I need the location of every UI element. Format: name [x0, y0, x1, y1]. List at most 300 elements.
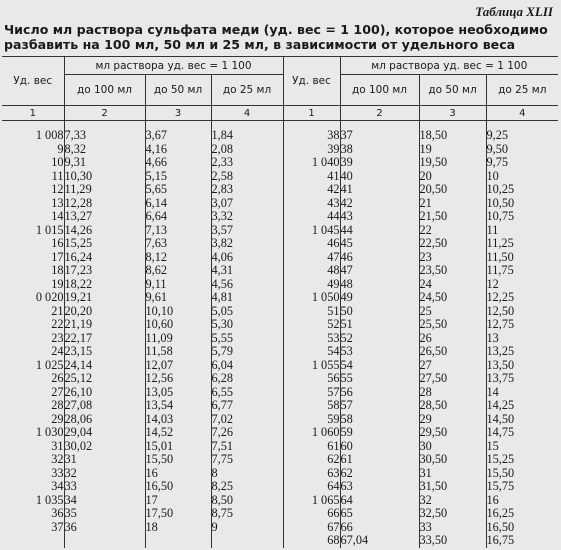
ud-ves-cell: 51: [283, 305, 340, 319]
ud-ves-cell: 1 040: [283, 156, 340, 170]
data-table: [2, 56, 558, 548]
ml-50-cell: 29,50: [419, 426, 486, 440]
ud-ves-cell: 68: [283, 534, 340, 548]
ml-25-cell: 6,77: [211, 399, 283, 413]
ud-ves-cell: 11: [51, 168, 64, 183]
ml-100-cell: 12,28: [64, 197, 145, 211]
ml-25-cell: 9,75: [486, 156, 558, 170]
table-number: Таблица XLII: [475, 4, 553, 19]
table-row: [2, 305, 558, 319]
ud-ves-cell: 0 020: [35, 290, 64, 304]
ml-50-cell: 6,14: [145, 197, 211, 211]
table-row: [2, 156, 558, 170]
ud-ves-cell: 36: [51, 506, 64, 520]
table-row: [2, 345, 558, 359]
ml-50-cell: 13,05: [145, 386, 211, 400]
ml-25-cell: 5,79: [211, 345, 283, 359]
ml-100-cell: 66: [340, 521, 419, 535]
ml-50-cell: 7,63: [145, 237, 211, 251]
ml-25-cell: 6,04: [211, 359, 283, 373]
ud-ves-cell: 38: [283, 129, 340, 143]
ml-100-cell: 15,25: [64, 237, 145, 251]
ml-25-cell: 11,75: [486, 264, 558, 278]
col-number: 3: [145, 106, 211, 121]
ml-50-cell: 11,09: [145, 332, 211, 346]
ml-25-cell: 16,25: [486, 507, 558, 521]
ml-50-cell: 11,58: [145, 345, 211, 359]
ml-25-cell: 6,55: [211, 386, 283, 400]
ud-ves-cell: 16: [51, 236, 64, 250]
title-line-2: разбавить на 100 мл, 50 мл и 25 мл, в зависимости от удельного веса: [4, 37, 516, 52]
ud-ves-cell: 26: [51, 371, 64, 385]
ml-25-cell: 11,50: [486, 251, 558, 265]
table-row: [2, 183, 558, 197]
ml-25-cell: 11: [486, 224, 558, 238]
ud-ves-cell: 1 030: [35, 425, 64, 439]
ml-50-cell: 30: [419, 440, 486, 454]
ml-50-cell: 31: [419, 467, 486, 481]
ml-25-cell: 4,31: [211, 264, 283, 278]
table-row: [2, 413, 558, 427]
ml-100-cell: 28,06: [64, 413, 145, 427]
col-number: 2: [64, 106, 145, 121]
ml-100-cell: 51: [340, 318, 419, 332]
ml-100-cell: 63: [340, 480, 419, 494]
ml-25-cell: 3,07: [211, 197, 283, 211]
ml-50-cell: 26: [419, 332, 486, 346]
ml-25-cell: 15,50: [486, 467, 558, 481]
ml-50-cell: 18,50: [419, 129, 486, 143]
ml-50-cell: 12,56: [145, 372, 211, 386]
ud-ves-cell: 14: [51, 209, 64, 223]
ud-ves-cell: 42: [283, 183, 340, 197]
ml-50-cell: 6,64: [145, 210, 211, 224]
ml-50-cell: 27,50: [419, 372, 486, 386]
ml-100-cell: 32: [64, 467, 145, 481]
ml-50-cell: 13,54: [145, 399, 211, 413]
ud-ves-cell: 1 050: [283, 291, 340, 305]
ud-ves-cell: 56: [283, 372, 340, 386]
table-row: [2, 480, 558, 494]
ml-25-cell: 9,50: [486, 143, 558, 157]
ml-25-cell: 4,81: [211, 291, 283, 305]
ml-25-cell: 2,83: [211, 183, 283, 197]
ml-100-cell: 16,24: [64, 251, 145, 265]
header-group-left: мл раствора уд. вес = 1 100: [64, 57, 283, 75]
ud-ves-cell: 17: [51, 249, 64, 264]
ml-50-cell: 21,50: [419, 210, 486, 224]
ml-25-cell: 13: [486, 332, 558, 346]
table-row: [2, 399, 558, 413]
ud-ves-cell: 58: [283, 399, 340, 413]
ml-25-cell: 4,06: [211, 251, 283, 265]
table-row: [2, 197, 558, 211]
ml-50-cell: 16,50: [145, 480, 211, 494]
ud-ves-cell: 21: [51, 303, 64, 318]
ml-25-cell: 16,50: [486, 521, 558, 535]
table-row: [2, 521, 558, 535]
ml-100-cell: 19,21: [64, 291, 145, 305]
ml-100-cell: 59: [340, 426, 419, 440]
ml-50-cell: 29: [419, 413, 486, 427]
ml-100-cell: 52: [340, 332, 419, 346]
ml-50-cell: 15,50: [145, 453, 211, 467]
ml-50-cell: 22,50: [419, 237, 486, 251]
ml-50-cell: 31,50: [419, 480, 486, 494]
ud-ves-cell: 1 035: [35, 492, 64, 507]
ml-25-cell: 10,50: [486, 197, 558, 211]
ud-ves-cell: 37: [51, 519, 64, 534]
ml-25-cell: 15: [486, 440, 558, 454]
table-row: [2, 426, 558, 440]
ml-50-cell: 10,10: [145, 305, 211, 319]
ml-100-cell: 22,17: [64, 332, 145, 346]
ml-25-cell: 16: [486, 494, 558, 508]
ud-ves-cell: 1 008: [35, 128, 64, 142]
ml-25-cell: 14,25: [486, 399, 558, 413]
ml-25-cell: 10,75: [486, 210, 558, 224]
table-row: [2, 264, 558, 278]
ml-50-cell: 20: [419, 170, 486, 184]
ud-ves-cell: 59: [283, 413, 340, 427]
ud-ves-cell: 43: [283, 197, 340, 211]
ud-ves-cell: 34: [51, 479, 64, 493]
ml-25-cell: 3,82: [211, 237, 283, 251]
ud-ves-cell: 33: [51, 465, 64, 480]
table-row: [2, 143, 558, 157]
ml-25-cell: 6,28: [211, 372, 283, 386]
table-row: [2, 359, 558, 373]
ml-50-cell: 5,15: [145, 170, 211, 184]
ml-25-cell: 11,25: [486, 237, 558, 251]
ud-ves-cell: 47: [283, 251, 340, 265]
ml-50-cell: 30,50: [419, 453, 486, 467]
ml-100-cell: 17,23: [64, 264, 145, 278]
ml-50-cell: 33: [419, 521, 486, 535]
ud-ves-cell: 48: [283, 264, 340, 278]
ml-25-cell: 14,75: [486, 426, 558, 440]
ml-100-cell: 27,08: [64, 399, 145, 413]
ml-100-cell: 65: [340, 507, 419, 521]
ud-ves-cell: 1 060: [283, 426, 340, 440]
ml-100-cell: 40: [340, 170, 419, 184]
ml-100-cell: 7,33: [64, 129, 145, 143]
ml-50-cell: 23: [419, 251, 486, 265]
ml-50-cell: 22: [419, 224, 486, 238]
ml-25-cell: 5,55: [211, 332, 283, 346]
table-row: [2, 291, 558, 305]
ud-ves-cell: 39: [283, 143, 340, 157]
table-row: [2, 453, 558, 467]
table-row: [2, 170, 558, 184]
table-row: [2, 318, 558, 332]
ml-25-cell: 13,75: [486, 372, 558, 386]
ml-50-cell: 7,13: [145, 224, 211, 238]
ml-25-cell: 8,50: [211, 494, 283, 508]
ud-ves-cell: 54: [283, 345, 340, 359]
ml-50-cell: 12,07: [145, 359, 211, 373]
ud-ves-cell: 27: [51, 384, 64, 399]
ud-ves-cell: 23: [51, 330, 64, 345]
ml-100-cell: 55: [340, 372, 419, 386]
ml-100-cell: 53: [340, 345, 419, 359]
ud-ves-cell: 24: [51, 344, 64, 358]
ml-25-cell: 2,33: [211, 156, 283, 170]
header-do100-left: до 100 мл: [64, 75, 145, 106]
ml-100-cell: 54: [340, 359, 419, 373]
table-row: [2, 251, 558, 265]
table-row: [2, 494, 558, 508]
header-group-right: мл раствора уд. вес = 1 100: [340, 57, 558, 75]
ml-100-cell: 38: [340, 143, 419, 157]
ml-50-cell: 14,03: [145, 413, 211, 427]
ud-ves-cell: 49: [283, 278, 340, 292]
ud-ves-cell: 62: [283, 453, 340, 467]
ml-100-cell: 47: [340, 264, 419, 278]
ml-50-cell: 5,65: [145, 183, 211, 197]
ud-ves-cell: 46: [283, 237, 340, 251]
ud-ves-cell: 13: [51, 195, 64, 210]
table-row: [2, 332, 558, 346]
ml-25-cell: 12,25: [486, 291, 558, 305]
ud-ves-cell: [2, 534, 64, 548]
table-row: [2, 129, 558, 143]
ml-50-cell: 28,50: [419, 399, 486, 413]
col-number: 2: [340, 106, 419, 121]
ml-25-cell: 15,25: [486, 453, 558, 467]
ud-ves-cell: 1 055: [283, 359, 340, 373]
ml-100-cell: 31: [64, 453, 145, 467]
header-do100-right: до 100 мл: [340, 75, 419, 106]
col-number: 1: [283, 106, 340, 121]
ml-100-cell: 45: [340, 237, 419, 251]
table-body: [2, 121, 558, 548]
ud-ves-cell: 18: [51, 263, 64, 277]
ml-50-cell: 16: [145, 467, 211, 481]
ml-25-cell: 8,75: [211, 507, 283, 521]
ml-100-cell: 14,26: [64, 224, 145, 238]
ml-50-cell: 19: [419, 143, 486, 157]
ml-50-cell: 24,50: [419, 291, 486, 305]
ud-ves-cell: 1 025: [35, 357, 64, 372]
ml-50-cell: 32,50: [419, 507, 486, 521]
col-number: 1: [2, 106, 64, 121]
ml-25-cell: 7,75: [211, 453, 283, 467]
ml-100-cell: 33: [64, 480, 145, 494]
title-line-1: Число мл раствора сульфата меди (уд. вес = 1 100), которое необходимо: [4, 22, 548, 37]
ml-100-cell: 23,15: [64, 345, 145, 359]
ml-100-cell: 30,02: [64, 440, 145, 454]
ml-25-cell: 14: [486, 386, 558, 400]
ml-50-cell: 25,50: [419, 318, 486, 332]
ml-100-cell: 62: [340, 467, 419, 481]
ml-50-cell: 33,50: [419, 534, 486, 548]
ml-50-cell: 18: [145, 521, 211, 535]
ml-50-cell: 8,62: [145, 264, 211, 278]
header-ud-ves-left: Уд. вес: [2, 57, 64, 106]
ml-25-cell: 12,50: [486, 305, 558, 319]
header-do25-left: до 25 мл: [211, 75, 283, 106]
ml-25-cell: 12,75: [486, 318, 558, 332]
ml-25-cell: 14,50: [486, 413, 558, 427]
ud-ves-cell: 67: [283, 521, 340, 535]
ml-25-cell: 1,84: [211, 129, 283, 143]
ml-25-cell: [211, 534, 283, 548]
ml-25-cell: 3,57: [211, 224, 283, 238]
ml-100-cell: 34: [64, 494, 145, 508]
ml-100-cell: 58: [340, 413, 419, 427]
ud-ves-cell: 1 015: [35, 222, 64, 237]
ml-100-cell: [64, 534, 145, 548]
ml-100-cell: 42: [340, 197, 419, 211]
ml-100-cell: 60: [340, 440, 419, 454]
ml-50-cell: 32: [419, 494, 486, 508]
ml-25-cell: 4,56: [211, 278, 283, 292]
ml-100-cell: 18,22: [64, 278, 145, 292]
ud-ves-cell: 22: [51, 317, 64, 331]
ml-100-cell: 10,30: [64, 170, 145, 184]
ml-25-cell: 13,25: [486, 345, 558, 359]
ud-ves-cell: 32: [51, 452, 64, 466]
ml-100-cell: 9,31: [64, 156, 145, 170]
ml-100-cell: 8,32: [64, 143, 145, 157]
table-row: [2, 440, 558, 454]
ml-100-cell: 26,10: [64, 386, 145, 400]
ml-50-cell: 9,61: [145, 291, 211, 305]
header-do50-right: до 50 мл: [419, 75, 486, 106]
ml-100-cell: 36: [64, 521, 145, 535]
ml-100-cell: 64: [340, 494, 419, 508]
header-do25-right: до 25 мл: [486, 75, 558, 106]
ml-50-cell: 23,50: [419, 264, 486, 278]
col-number: 3: [419, 106, 486, 121]
ml-50-cell: 21: [419, 197, 486, 211]
table-row: [2, 386, 558, 400]
table-row: [2, 224, 558, 238]
header-ud-ves-right: Уд. вес: [283, 57, 340, 106]
ml-100-cell: 44: [340, 224, 419, 238]
ml-50-cell: 24: [419, 278, 486, 292]
ml-25-cell: 2,08: [211, 143, 283, 157]
ud-ves-cell: 29: [51, 411, 64, 426]
table-row: [2, 534, 558, 548]
ml-50-cell: 9,11: [145, 278, 211, 292]
ml-50-cell: 10,60: [145, 318, 211, 332]
ml-50-cell: 14,52: [145, 426, 211, 440]
ud-ves-cell: 12: [51, 182, 64, 196]
table-row: [2, 467, 558, 481]
ml-50-cell: 17: [145, 494, 211, 508]
ml-25-cell: 10,25: [486, 183, 558, 197]
ml-25-cell: 5,30: [211, 318, 283, 332]
ml-100-cell: 46: [340, 251, 419, 265]
ml-50-cell: 3,67: [145, 129, 211, 143]
ud-ves-cell: 1 065: [283, 494, 340, 508]
ml-100-cell: 43: [340, 210, 419, 224]
ud-ves-cell: 9: [57, 141, 64, 156]
ml-25-cell: 8: [211, 467, 283, 481]
ml-25-cell: 3,32: [211, 210, 283, 224]
col-number: 4: [211, 106, 283, 121]
ml-100-cell: 41: [340, 183, 419, 197]
ml-50-cell: 15,01: [145, 440, 211, 454]
ml-100-cell: 57: [340, 399, 419, 413]
ml-100-cell: 29,04: [64, 426, 145, 440]
ml-25-cell: 8,25: [211, 480, 283, 494]
ml-25-cell: 10: [486, 170, 558, 184]
ml-100-cell: 67,04: [340, 534, 419, 548]
ml-50-cell: 28: [419, 386, 486, 400]
ml-100-cell: 48: [340, 278, 419, 292]
ml-50-cell: 8,12: [145, 251, 211, 265]
ml-100-cell: 13,27: [64, 210, 145, 224]
ud-ves-cell: 64: [283, 480, 340, 494]
ud-ves-cell: 66: [283, 507, 340, 521]
ud-ves-cell: 10: [51, 155, 64, 169]
ml-100-cell: 24,14: [64, 359, 145, 373]
ud-ves-cell: 28: [51, 398, 64, 412]
ml-50-cell: 17,50: [145, 507, 211, 521]
header-do50-left: до 50 мл: [145, 75, 211, 106]
ud-ves-cell: 19: [51, 276, 64, 291]
ud-ves-cell: 1 045: [283, 224, 340, 238]
ml-100-cell: 25,12: [64, 372, 145, 386]
ml-50-cell: 26,50: [419, 345, 486, 359]
ml-25-cell: 15,75: [486, 480, 558, 494]
table-row: [2, 237, 558, 251]
table-row: [2, 372, 558, 386]
ml-25-cell: 7,26: [211, 426, 283, 440]
ml-100-cell: 11,29: [64, 183, 145, 197]
ml-50-cell: [145, 534, 211, 548]
ud-ves-cell: 57: [283, 386, 340, 400]
ml-50-cell: 4,66: [145, 156, 211, 170]
ud-ves-cell: 52: [283, 318, 340, 332]
ml-25-cell: 9,25: [486, 129, 558, 143]
ud-ves-cell: 44: [283, 210, 340, 224]
ml-100-cell: 37: [340, 129, 419, 143]
ml-50-cell: 19,50: [419, 156, 486, 170]
ml-100-cell: 50: [340, 305, 419, 319]
ud-ves-cell: 61: [283, 440, 340, 454]
table-row: [2, 507, 558, 521]
ml-50-cell: 4,16: [145, 143, 211, 157]
ud-ves-cell: 63: [283, 467, 340, 481]
ml-25-cell: 7,02: [211, 413, 283, 427]
ml-100-cell: 21,19: [64, 318, 145, 332]
ml-100-cell: 56: [340, 386, 419, 400]
ml-25-cell: 13,50: [486, 359, 558, 373]
col-number: 4: [486, 106, 558, 121]
ml-25-cell: 2,58: [211, 170, 283, 184]
ml-100-cell: 49: [340, 291, 419, 305]
ud-ves-cell: 53: [283, 332, 340, 346]
ml-100-cell: 35: [64, 507, 145, 521]
table-row: [2, 278, 558, 292]
ml-100-cell: 20,20: [64, 305, 145, 319]
ml-50-cell: 27: [419, 359, 486, 373]
ml-25-cell: 9: [211, 521, 283, 535]
table-row: [2, 210, 558, 224]
ml-25-cell: 5,05: [211, 305, 283, 319]
ml-25-cell: 12: [486, 278, 558, 292]
ml-100-cell: 61: [340, 453, 419, 467]
ml-100-cell: 39: [340, 156, 419, 170]
table-title: [4, 22, 556, 52]
ml-25-cell: 7,51: [211, 440, 283, 454]
ml-25-cell: 16,75: [486, 534, 558, 548]
ud-ves-cell: 41: [283, 170, 340, 184]
